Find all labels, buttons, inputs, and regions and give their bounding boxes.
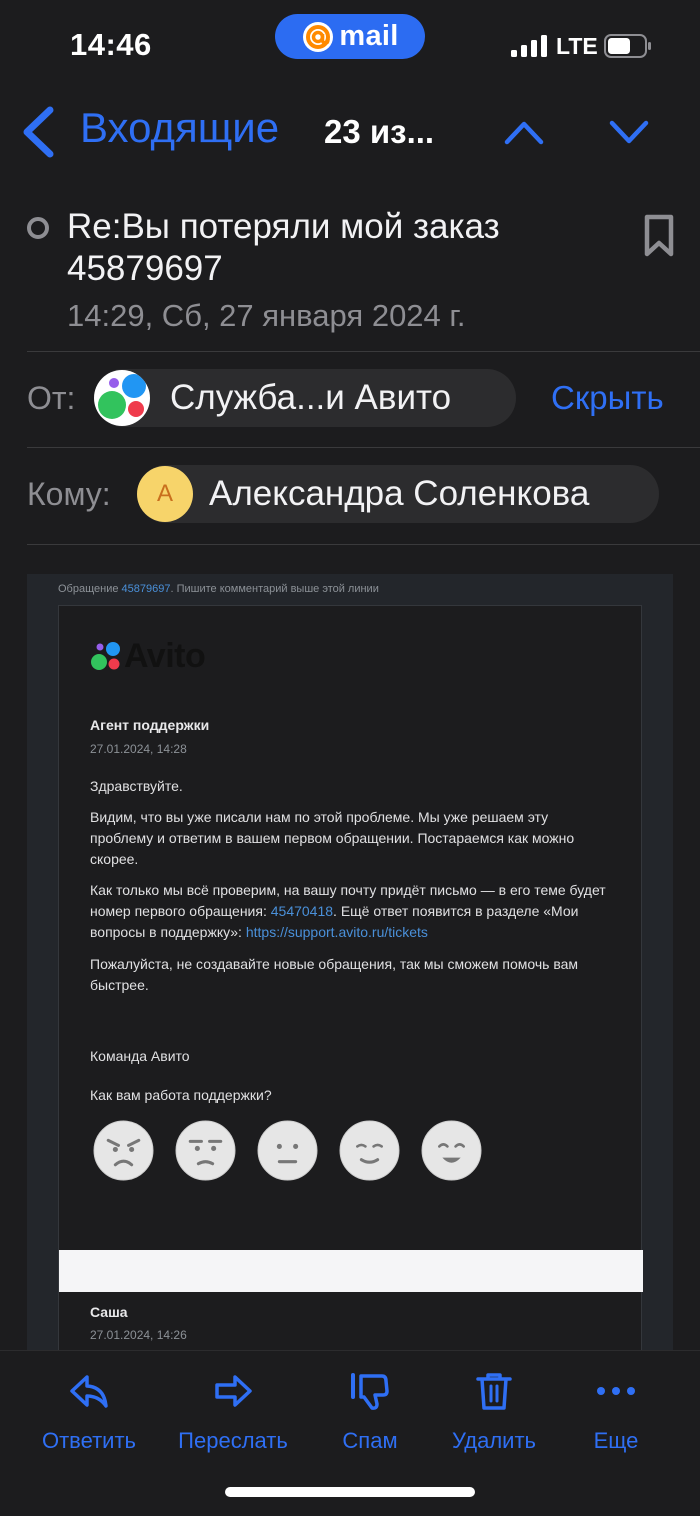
avito-logo-icon — [89, 639, 123, 673]
reply-icon — [67, 1369, 111, 1413]
paragraph-3: Пожалуйста, не создавайте новые обращения, так мы сможем помочь вам быстрее. — [90, 956, 579, 993]
message-date: 14:29, Сб, 27 января 2024 г. — [67, 298, 466, 333]
forward-button[interactable]: Переслать — [173, 1369, 293, 1454]
navigation-bar — [0, 100, 700, 164]
agent-name: Агент поддержки — [90, 717, 210, 733]
to-label: Кому: — [27, 476, 111, 512]
back-chevron-icon[interactable] — [18, 104, 58, 160]
network-type: LTE — [556, 33, 598, 59]
bottom-toolbar — [0, 1350, 700, 1516]
mail-app-badge[interactable] — [275, 14, 425, 59]
reply-author: Саша — [90, 1304, 128, 1320]
thumbs-down-icon — [348, 1369, 392, 1413]
sender-avatar — [94, 370, 150, 426]
displeased-face-icon[interactable] — [175, 1120, 236, 1181]
read-status-icon[interactable] — [27, 217, 49, 239]
first-ticket-link[interactable]: 45470418 — [270, 903, 334, 919]
chevron-down-icon[interactable] — [607, 114, 651, 150]
bookmark-icon[interactable] — [644, 214, 674, 258]
ticket-link[interactable]: 45879697 — [121, 583, 171, 595]
reply-date: 27.01.2024, 14:26 — [90, 1328, 187, 1342]
paragraph-1: Видим, что вы уже писали нам по этой проблеме. Мы уже решаем эту проблему и ответим в вашем первом обращении. Постараемся как можно скорее. — [90, 809, 575, 867]
signal-icon — [511, 35, 549, 57]
sender-chip[interactable] — [94, 369, 516, 427]
mail-app-label: mail — [339, 20, 399, 52]
status-time: 14:46 — [70, 27, 152, 62]
message-counter: 23 из... — [324, 113, 435, 150]
neutral-face-icon[interactable] — [257, 1120, 318, 1181]
at-sign-icon — [301, 20, 335, 54]
signature: Команда Авито — [90, 1048, 190, 1064]
spam-button[interactable]: Спам — [330, 1369, 410, 1454]
chevron-up-icon[interactable] — [502, 114, 546, 150]
ticket-note: Обращение 45879697. Пишите комментарий выше этой линии — [58, 583, 379, 595]
email-card — [58, 605, 642, 1350]
recipient-avatar: А — [137, 466, 193, 522]
paragraph-2: Как только мы всё проверим, на вашу почту придёт письмо — в его теме будет номер первого обращения: 45470418. Ещё ответ появится в разделе «Мои вопросы в поддержку»: https://support.avito.ru/tickets — [90, 882, 606, 940]
divider — [27, 351, 700, 352]
back-to-inbox-link[interactable]: Входящие — [80, 104, 280, 151]
reply-button[interactable]: Ответить — [38, 1369, 140, 1454]
home-indicator[interactable] — [225, 1487, 475, 1497]
avito-logo: Avito — [89, 636, 209, 676]
more-dots-icon — [594, 1369, 638, 1413]
recipient-chip[interactable] — [137, 465, 659, 523]
message-subject: Re:Вы потеряли мой заказ 45879697 — [67, 207, 500, 288]
divider — [27, 447, 700, 448]
support-tickets-link[interactable]: https://support.avito.ru/tickets — [245, 924, 428, 940]
battery-icon — [604, 34, 652, 58]
rating-question: Как вам работа поддержки? — [90, 1087, 272, 1103]
forward-icon — [211, 1369, 255, 1413]
sender-name: Служба...и Авито — [170, 378, 452, 417]
rating-faces — [93, 1120, 482, 1181]
avito-logo-icon — [94, 370, 150, 426]
email-content — [27, 574, 673, 1350]
angry-face-icon[interactable] — [93, 1120, 154, 1181]
agent-date: 27.01.2024, 14:28 — [90, 742, 187, 756]
from-label: От: — [27, 380, 76, 416]
delete-button[interactable]: Удалить — [446, 1369, 542, 1454]
content-face-icon[interactable] — [339, 1120, 400, 1181]
separator-bar — [59, 1250, 643, 1292]
happy-face-icon[interactable] — [421, 1120, 482, 1181]
more-button[interactable]: Еще — [586, 1369, 646, 1454]
divider — [27, 544, 700, 545]
status-bar — [0, 0, 700, 90]
greeting: Здравствуйте. — [90, 778, 183, 794]
hide-details-button[interactable]: Скрыть — [551, 379, 664, 416]
recipient-name: Александра Соленкова — [209, 474, 590, 513]
trash-icon — [472, 1369, 516, 1413]
